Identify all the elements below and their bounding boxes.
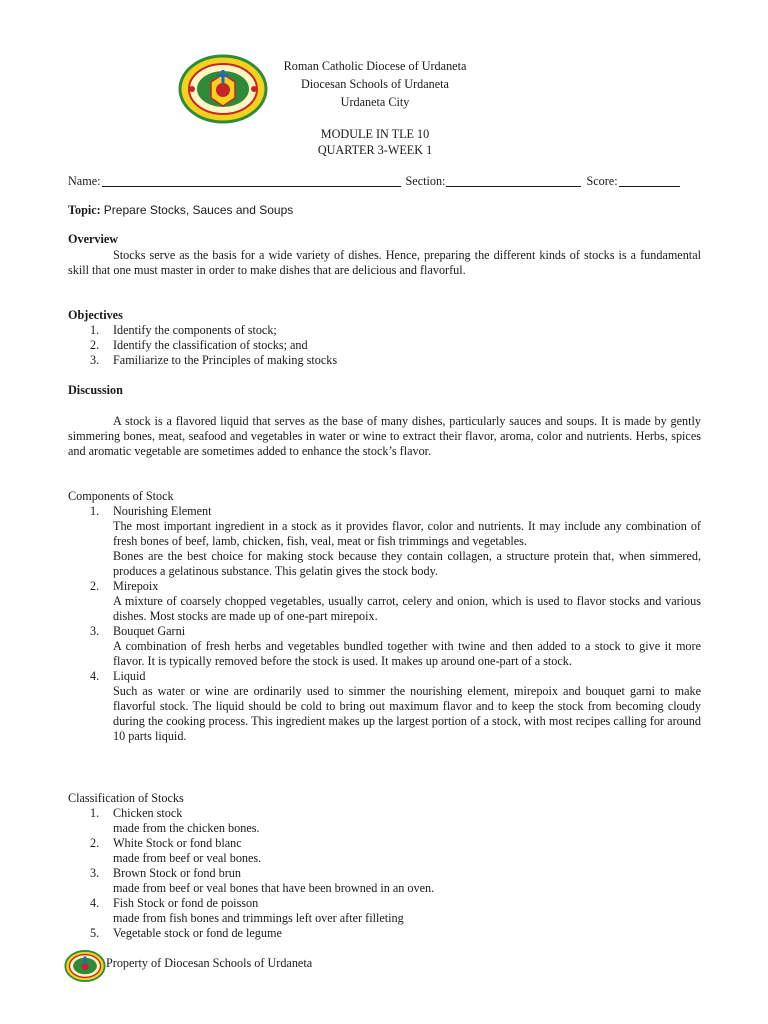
list-item xyxy=(68,338,701,353)
objective-text: Identify the classification of stocks; and xyxy=(113,338,308,352)
name-field[interactable] xyxy=(102,175,401,187)
item-number: 1. xyxy=(90,504,100,518)
footer-seal-icon xyxy=(64,950,106,982)
diocese-name: Roman Catholic Diocese of Urdaneta xyxy=(283,59,467,73)
component-title: Nourishing Element xyxy=(113,504,212,518)
objective-text: Familiarize to the Principles of making stocks xyxy=(113,353,338,367)
stock-type-description: made from beef or veal bones that have been browned in an oven. xyxy=(113,881,435,895)
discussion-text: A stock is a flavored liquid that serves as the base of many dishes, particularly sauces and soups. It is made by gently simmering bones, meat, seafood and vegetables in water or wine to extract their flavor, aroma, color and nutrients. Herbs, spices and aromatic vegetable are sometimes added to enhance the stock’s flavor. xyxy=(68,414,701,458)
item-number: 3. xyxy=(90,353,100,367)
component-title: Liquid xyxy=(113,669,146,683)
objective-text: Identify the components of stock; xyxy=(113,323,277,337)
stock-type-description: made from beef or veal bones. xyxy=(113,851,262,865)
score-label: Score: xyxy=(586,174,618,188)
quarter-week: QUARTER 3-WEEK 1 xyxy=(317,143,433,157)
name-label: Name: xyxy=(68,174,101,188)
module-title: MODULE IN TLE 10 xyxy=(320,127,430,141)
stock-type-title: White Stock or fond blanc xyxy=(113,836,242,850)
components-list xyxy=(68,504,701,744)
stock-type-title: Chicken stock xyxy=(113,806,183,820)
list-item xyxy=(68,926,701,941)
list-item xyxy=(68,836,701,866)
item-number: 2. xyxy=(90,836,100,850)
list-item xyxy=(68,896,701,926)
topic-value: Prepare Stocks, Sauces and Soups xyxy=(103,203,294,217)
list-item xyxy=(68,323,701,338)
score-field[interactable] xyxy=(619,175,680,187)
student-info-row xyxy=(68,173,701,189)
list-item xyxy=(68,669,701,744)
item-number: 3. xyxy=(90,866,100,880)
item-number: 1. xyxy=(90,806,100,820)
objectives-list xyxy=(68,323,701,368)
list-item xyxy=(68,353,701,368)
component-description: A mixture of coarsely chopped vegetables, usually carrot, celery and onion, which is used to flavor stocks and various dishes. Most stocks are made up of one-part mirepoix. xyxy=(113,594,701,623)
footer-text: Property of Diocesan Schools of Urdaneta xyxy=(106,956,313,970)
item-number: 4. xyxy=(90,896,100,910)
overview-heading: Overview xyxy=(68,232,119,246)
overview-text: Stocks serve as the basis for a wide variety of dishes. Hence, preparing the different kinds of stocks is a fundamental skill that one must master in order to make dishes that are delicious and flavorful. xyxy=(68,248,701,277)
list-item xyxy=(68,866,701,896)
section-label: Section: xyxy=(405,174,446,188)
topic-line xyxy=(68,203,701,218)
item-number: 1. xyxy=(90,323,100,337)
item-number: 2. xyxy=(90,579,100,593)
city-name: Urdaneta City xyxy=(340,95,410,109)
component-description: A combination of fresh herbs and vegetables bundled together with twine and then added to a stock to give it more flavor. It is typically removed before the stock is used. It makes up around one-part of a stock. xyxy=(113,639,701,668)
list-item xyxy=(68,579,701,624)
section-field[interactable] xyxy=(446,175,581,187)
list-item xyxy=(68,624,701,669)
item-number: 2. xyxy=(90,338,100,352)
item-number: 5. xyxy=(90,926,100,940)
component-description: Such as water or wine are ordinarily used to simmer the nourishing element, mirepoix and bouquet garni to make flavorful stock. The liquid should be cold to bring out maximum flavor and to keep the stock from becoming cloudy during the cooking process. This ingredient makes up the largest portion of a stock, with most recipes calling for around 10 parts liquid. xyxy=(113,684,701,743)
list-item xyxy=(68,806,701,836)
components-heading: Components of Stock xyxy=(68,489,174,503)
classification-list xyxy=(68,806,701,941)
stock-type-description: made from fish bones and trimmings left over after filleting xyxy=(113,911,404,925)
school-name: Diocesan Schools of Urdaneta xyxy=(301,77,449,91)
stock-type-title: Fish Stock or fond de poisson xyxy=(113,896,259,910)
component-title: Bouquet Garni xyxy=(113,624,186,638)
classification-heading: Classification of Stocks xyxy=(68,791,184,805)
item-number: 3. xyxy=(90,624,100,638)
list-item xyxy=(68,504,701,579)
component-title: Mirepoix xyxy=(113,579,159,593)
stock-type-title: Brown Stock or fond brun xyxy=(113,866,241,880)
item-number: 4. xyxy=(90,669,100,683)
stock-type-description: made from the chicken bones. xyxy=(113,821,260,835)
component-description: The most important ingredient in a stock as it provides flavor, color and nutrients. It may include any combination of fresh bones of beef, lamb, chicken, fish, veal, meat or fish trimmings and vegetables. xyxy=(113,519,701,548)
component-description: Bones are the best choice for making stock because they contain collagen, a structure protein that, when simmered, produces a gelatinous substance. This gelatin gives the stock body. xyxy=(113,549,701,578)
stock-type-title: Vegetable stock or fond de legume xyxy=(113,926,282,940)
objectives-heading: Objectives xyxy=(68,308,123,322)
topic-label: Topic: xyxy=(68,203,101,217)
discussion-heading: Discussion xyxy=(68,383,123,397)
